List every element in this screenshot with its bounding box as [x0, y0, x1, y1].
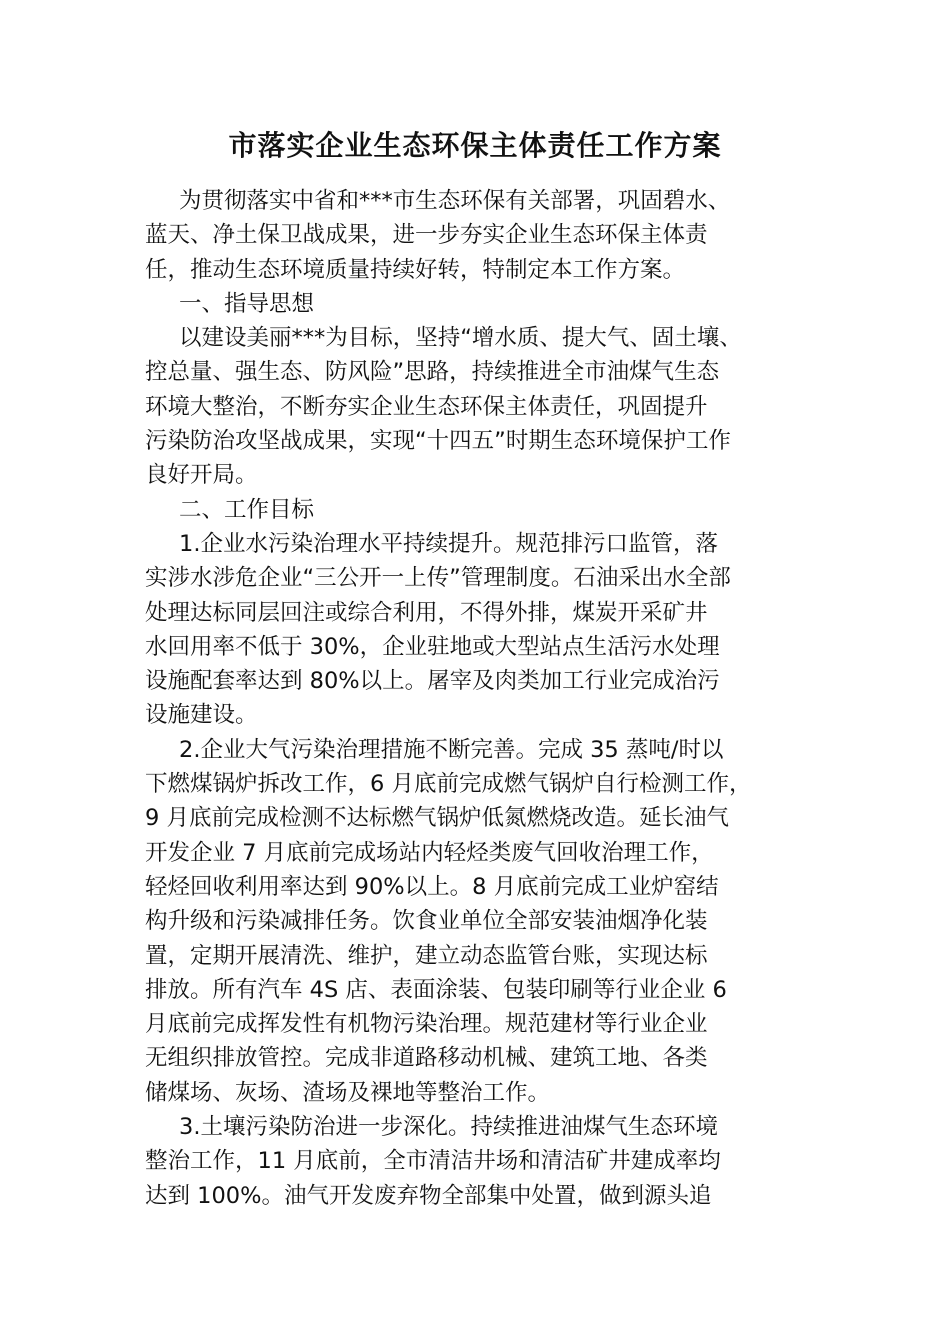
paragraph-line: 开发企业 7 月底前完成场站内轻烃类废气回收治理工作，	[145, 839, 714, 866]
paragraph-line: 储煤场、灰场、渣场及裸地等整治工作。	[145, 1079, 551, 1106]
paragraph-line: 以建设美丽***为目标，坚持“增水质、提大气、固土壤、	[179, 325, 742, 352]
paragraph-line: 良好开局。	[145, 462, 258, 489]
paragraph-line: 水回用率不低于 30%，企业驻地或大型站点生活污水处理	[145, 633, 720, 660]
paragraph-line: 实涉水涉危企业“三公开一上传”管理制度。石油采出水全部	[145, 565, 731, 592]
paragraph-line: 构升级和污染减排任务。饮食业单位全部安装油烟净化装	[145, 908, 708, 935]
paragraph-line: 为贯彻落实中省和***市生态环保有关部署，巩固碧水、	[179, 188, 731, 214]
paragraph-line: 2.企业大气污染治理措施不断完善。完成 35 蒸吨/时以	[179, 736, 724, 763]
document-title: 市落实企业生态环保主体责任工作方案	[228, 129, 722, 162]
paragraph-line: 排放。所有汽车 4S 店、表面涂装、包装印刷等行业企业 6	[145, 976, 727, 1003]
section-heading-work-goals: 二、工作目标	[179, 496, 315, 523]
paragraph-line: 污染防治攻坚战成果，实现“十四五”时期生态环境保护工作	[145, 428, 731, 455]
document-body	[145, 184, 805, 1213]
paragraph-line: 无组织排放管控。完成非道路移动机械、建筑工地、各类	[145, 1045, 708, 1072]
paragraph-line: 处理达标同层回注或综合利用，不得外排，煤炭开采矿井	[145, 599, 708, 626]
paragraph-line: 任，推动生态环境质量持续好转，特制定本工作方案。	[145, 256, 686, 283]
paragraph-line: 1.企业水污染治理水平持续提升。规范排污口监管，落	[179, 530, 718, 557]
paragraph-line: 轻烃回收利用率达到 90%以上。8 月底前完成工业炉窑结	[145, 873, 719, 900]
paragraph-line: 整治工作，11 月底前，全市清洁井场和清洁矿井建成率均	[145, 1148, 721, 1175]
paragraph-line: 下燃煤锅炉拆改工作，6 月底前完成燃气锅炉自行检测工作，	[145, 771, 752, 798]
paragraph-line: 设施建设。	[145, 702, 258, 729]
paragraph-line: 蓝天、净土保卫战成果，进一步夯实企业生态环保主体责	[145, 222, 708, 249]
paragraph-line: 9 月底前完成检测不达标燃气锅炉低氮燃烧改造。延长油气	[145, 805, 729, 832]
paragraph-line: 达到 100%。油气开发废弃物全部集中处置，做到源头追	[145, 1182, 712, 1209]
section-heading-guiding-ideology: 一、指导思想	[179, 290, 315, 317]
paragraph-line: 控总量、强生态、防风险”思路，持续推进全市油煤气生态	[145, 359, 720, 386]
paragraph-line: 置，定期开展清洗、维护，建立动态监管台账，实现达标	[145, 942, 708, 969]
paragraph-line: 环境大整治，不断夯实企业生态环保主体责任，巩固提升	[145, 393, 708, 420]
paragraph-line: 3.土壤污染防治进一步深化。持续推进油煤气生态环境	[179, 1114, 718, 1141]
paragraph-line: 设施配套率达到 80%以上。屠宰及肉类加工行业完成治污	[145, 668, 720, 695]
paragraph-line: 月底前完成挥发性有机物污染治理。规范建材等行业企业	[145, 1011, 708, 1038]
